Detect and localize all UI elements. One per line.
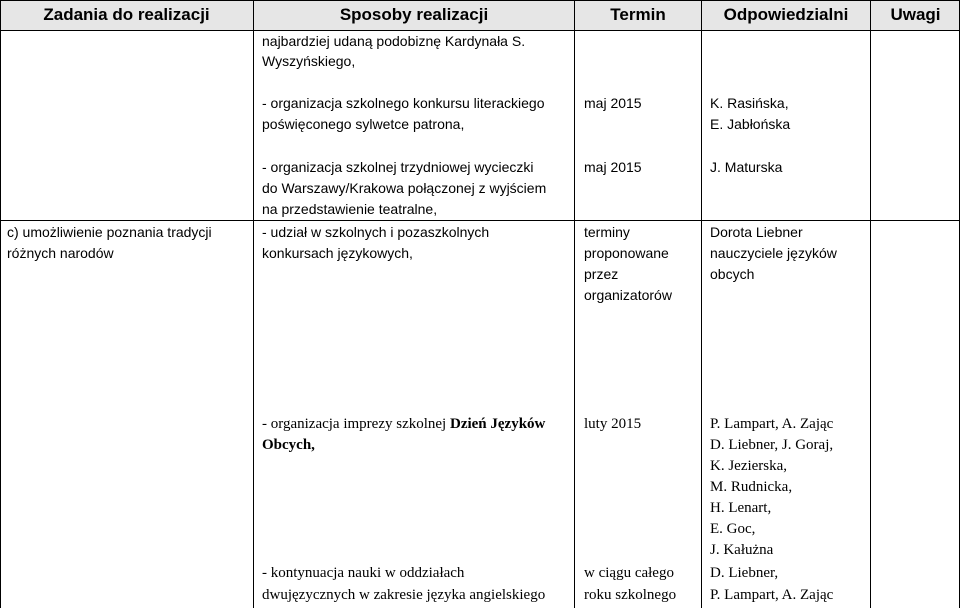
method-language-day-line1: - organizacja imprezy szkolnej Dzień Języków	[262, 416, 546, 432]
responsible-contests-1: Dorota Liebner	[710, 224, 803, 240]
header-methods: Sposoby realizacji	[339, 5, 489, 24]
divider-1	[253, 0, 254, 608]
header-notes: Uwagi	[890, 5, 941, 24]
task-c-line2: różnych narodów	[7, 245, 114, 261]
divider-left	[0, 0, 1, 608]
method-language-contests-line1: - udział w szkolnych i pozaszkolnych	[262, 224, 490, 240]
task-c-line1: c) umożliwienie poznania tradycji	[7, 224, 212, 240]
deadline-bilingual-1: w ciągu całego	[584, 565, 674, 581]
responsible-language-day-6: E. Goc,	[710, 521, 756, 537]
method-trip-line1: - organizacja szkolnej trzydniowej wycieczki	[262, 159, 534, 175]
method-continued-line2: Wyszyńskiego,	[262, 53, 356, 69]
responsible-language-day-4: M. Rudnicka,	[710, 479, 793, 495]
method-trip-line3: na przedstawienie teatralne,	[262, 201, 438, 217]
responsible-language-day-2: D. Liebner, J. Goraj,	[710, 437, 834, 453]
divider-4	[870, 0, 871, 608]
deadline-contest: maj 2015	[584, 95, 642, 111]
method-language-contests-line2: konkursach językowych,	[262, 245, 413, 261]
responsible-language-day-9: P. Lampart, A. Zając	[710, 587, 834, 603]
deadline-bilingual-2: roku szkolnego	[584, 587, 677, 603]
responsible-language-day-3: K. Jezierska,	[710, 458, 788, 474]
responsible-trip: J. Maturska	[710, 159, 783, 175]
method-bilingual-line1: - kontynuacja nauki w oddziałach	[262, 565, 465, 581]
method-contest-line1: - organizacja szkolnego konkursu literackiego	[262, 95, 545, 111]
responsible-language-day-7: J. Kałużna	[710, 542, 774, 558]
divider-2	[574, 0, 575, 608]
responsible-contests-2: nauczyciele języków	[710, 245, 837, 261]
responsible-language-day-1: P. Lampart, A. Zając	[710, 416, 834, 432]
responsible-contest-1: K. Rasińska,	[710, 95, 789, 111]
responsible-language-day-8: D. Liebner,	[710, 565, 779, 581]
method-bilingual-line2: dwujęzycznych w zakresie języka angielskiego	[262, 587, 546, 603]
method-contest-line2: poświęconego sylwetce patrona,	[262, 116, 465, 132]
divider-3	[701, 0, 702, 608]
responsible-language-day-5: H. Lenart,	[710, 500, 772, 516]
deadline-language-day: luty 2015	[584, 416, 642, 432]
header-tasks: Zadania do realizacji	[43, 5, 210, 24]
header-deadline: Termin	[610, 5, 666, 24]
deadline-contests-1: terminy	[584, 224, 630, 240]
header-responsible: Odpowiedzialni	[723, 5, 849, 24]
deadline-contests-2: proponowane	[584, 245, 669, 261]
row-divider	[0, 220, 960, 221]
responsible-contests-3: obcych	[710, 266, 755, 282]
responsible-contest-2: E. Jabłońska	[710, 116, 791, 132]
deadline-trip: maj 2015	[584, 159, 642, 175]
deadline-contests-3: przez	[584, 266, 619, 282]
method-continued-line1: najbardziej udaną podobiznę Kardynała S.	[262, 33, 526, 49]
method-trip-line2: do Warszawy/Krakowa połączonej z wyjściem	[262, 180, 547, 196]
deadline-contests-4: organizatorów	[584, 287, 672, 303]
method-language-day-line2: Obcych,	[262, 437, 315, 453]
